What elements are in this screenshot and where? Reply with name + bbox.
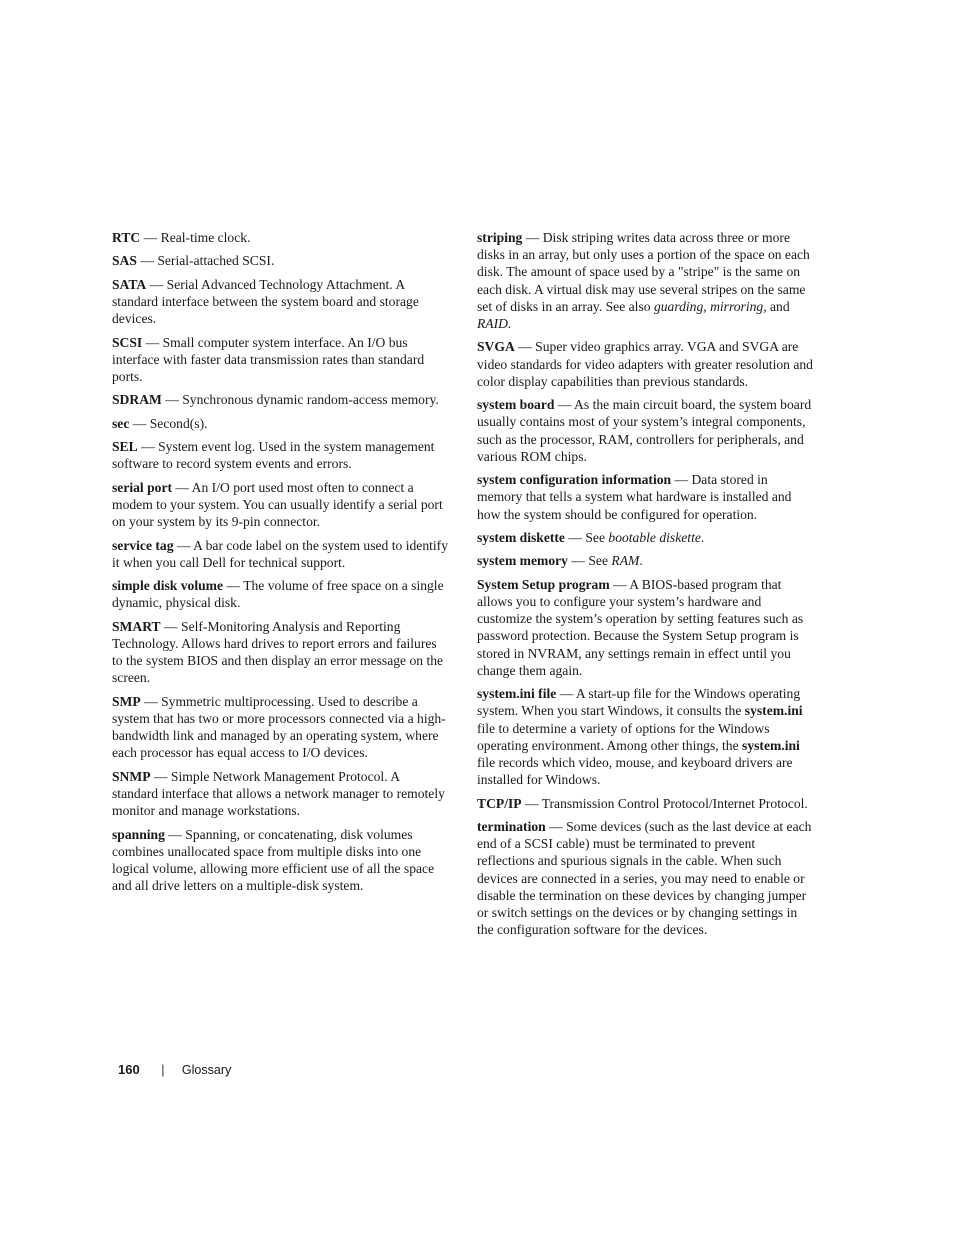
glossary-entry <box>112 438 448 472</box>
glossary-entry <box>477 818 813 938</box>
glossary-left-column <box>112 229 448 901</box>
definition-text: — See <box>564 530 609 545</box>
glossary-entry <box>112 693 448 762</box>
glossary-term: SEL <box>112 439 138 455</box>
glossary-term: system board <box>477 397 555 413</box>
glossary-entry <box>477 795 813 812</box>
definition-text: — As the main circuit board, the system board usually contains most of your system’s integral components, such as the processor, RAM, controllers for peripherals, and various ROM chips. <box>477 397 812 464</box>
page-footer <box>118 1062 231 1077</box>
glossary-term: service tag <box>112 537 174 553</box>
glossary-entry <box>477 529 813 546</box>
glossary-term: system memory <box>477 553 568 569</box>
file-name: system.ini <box>742 737 800 753</box>
glossary-term: System Setup program <box>477 576 610 592</box>
definition-text: file to determine a variety of options for the Windows operating environment. Among other things, the <box>477 720 770 753</box>
glossary-term: sec <box>112 415 130 431</box>
glossary-term: SNMP <box>112 768 151 784</box>
glossary-entry <box>477 685 813 788</box>
glossary-entry <box>112 577 448 611</box>
glossary-entry <box>112 391 448 408</box>
definition-text: — Self-Monitoring Analysis and Reporting Technology. Allows hard drives to report errors and failures to the system BIOS and then display an error message on the screen. <box>112 618 444 686</box>
glossary-entry <box>477 576 813 679</box>
glossary-entry <box>477 552 813 569</box>
glossary-entry <box>112 229 448 246</box>
glossary-entry <box>477 396 813 465</box>
glossary-entry <box>112 618 448 687</box>
definition-text: — A bar code label on the system used to identify it when you call Dell for technical support. <box>112 537 448 570</box>
definition-text: — Disk striping writes data across three or more disks in an array, but only uses a portion of the space on each disk. The amount of space used by a "stripe" is the same on each disk. A virtual disk may use several stripes on the same set of disks in an array. See also <box>477 230 810 314</box>
glossary-term: striping <box>477 230 523 245</box>
definition-text: — Spanning, or concatenating, disk volumes combines unallocated space from multiple disks into one logical volume, allowing more efficient use of all the space and all drive letters on a multiple-disk system. <box>112 826 435 894</box>
definition-text: — The volume of free space on a single dynamic, physical disk. <box>112 578 444 611</box>
cross-reference: mirroring <box>710 298 764 314</box>
definition-text: , <box>703 298 711 314</box>
glossary-term: SDRAM <box>112 392 162 408</box>
glossary-term: SATA <box>112 276 147 292</box>
definition-text: — Some devices (such as the last device at each end of a SCSI cable) must be terminated to prevent reflections and spurious signals in the cable. When such devices are connected in a series, you may need to enable or disable the termination on these devices by changing jumper or switch settings on the devices or by changing settings in the configuration software for the devices. <box>477 818 812 938</box>
definition-text: — Serial-attached SCSI. <box>136 253 275 269</box>
definition-text: — Synchronous dynamic random-access memory. <box>161 392 439 408</box>
glossary-entry <box>112 479 448 531</box>
glossary-entry <box>112 276 448 328</box>
cross-reference: RAID. <box>477 316 512 332</box>
glossary-term: serial port <box>112 479 173 495</box>
glossary-entry <box>112 252 448 269</box>
glossary-term: RTC <box>112 230 141 245</box>
definition-text: — Symmetric multiprocessing. Used to describe a system that has two or more processors connected via a high-bandwidth link and managed by an operating system, where each processor has equal access to I/O devices. <box>112 693 446 761</box>
glossary-term: SVGA <box>477 339 515 355</box>
glossary-term: system diskette <box>477 530 565 545</box>
glossary-entry <box>112 768 448 820</box>
file-name: system.ini <box>744 703 803 719</box>
definition-text: — See <box>567 553 612 569</box>
cross-reference: RAM <box>611 553 640 569</box>
definition-text: . <box>639 553 643 569</box>
definition-text: — A start-up file for the Windows operating system. When you start Windows, it consults the <box>477 686 801 719</box>
definition-text: — Serial Advanced Technology Attachment. A standard interface between the system board and storage devices. <box>112 276 419 327</box>
glossary-term: SMART <box>112 618 161 634</box>
glossary-entry <box>112 334 448 386</box>
glossary-entry <box>112 537 448 571</box>
page-number: 160 <box>118 1062 140 1077</box>
glossary-term: system.ini file <box>477 686 557 702</box>
glossary-term: TCP/IP <box>477 795 522 811</box>
definition-text: — System event log. Used in the system management software to record system events and errors. <box>112 439 435 472</box>
footer-separator: | <box>161 1063 165 1077</box>
glossary-right-column <box>477 229 813 945</box>
definition-text: — A BIOS-based program that allows you to configure your system’s hardware and customize the system’s operation by setting features such as password protection. Because the System Setup program is stored in NVRAM, any settings remain in effect until you change them again. <box>477 576 804 678</box>
definition-text: — Data stored in memory that tells a system what hardware is installed and how the system should be configured for operation. <box>477 472 792 522</box>
glossary-entry <box>477 471 813 523</box>
definition-text: — Second(s). <box>129 415 208 431</box>
definition-text: — Super video graphics array. VGA and SVGA are video standards for video adapters with greater resolution and color display capabilities than previous standards. <box>477 339 813 389</box>
glossary-term: SMP <box>112 693 141 709</box>
glossary-term: termination <box>477 818 546 834</box>
definition-text: — An I/O port used most often to connect a modem to your system. You can usually identify a serial port on your system by its 9-pin connector. <box>112 479 443 530</box>
definition-text: — Transmission Control Protocol/Internet Protocol. <box>521 795 808 811</box>
cross-reference: bootable diskette <box>608 530 701 545</box>
glossary-entry <box>112 415 448 432</box>
glossary-term: system configuration information <box>477 472 672 488</box>
definition-text: — Simple Network Management Protocol. A standard interface that allows a network manager to remotely monitor and manage workstations. <box>112 768 445 819</box>
glossary-term: simple disk volume <box>112 578 224 594</box>
cross-reference: guarding <box>653 298 704 314</box>
definition-text: , and <box>763 298 790 314</box>
definition-text: — Small computer system interface. An I/O bus interface with faster data transmission rates than standard ports. <box>112 334 425 384</box>
glossary-term: SAS <box>112 253 137 269</box>
glossary-term: SCSI <box>112 334 143 350</box>
glossary-entry <box>112 826 448 895</box>
footer-section-title: Glossary <box>181 1063 232 1077</box>
glossary-entry <box>477 229 813 332</box>
definition-text: — Real-time clock. <box>140 230 251 245</box>
definition-text: file records which video, mouse, and keyboard drivers are installed for Windows. <box>477 755 793 788</box>
glossary-entry <box>477 338 813 390</box>
glossary-term: spanning <box>112 826 165 842</box>
definition-text: . <box>700 530 705 545</box>
